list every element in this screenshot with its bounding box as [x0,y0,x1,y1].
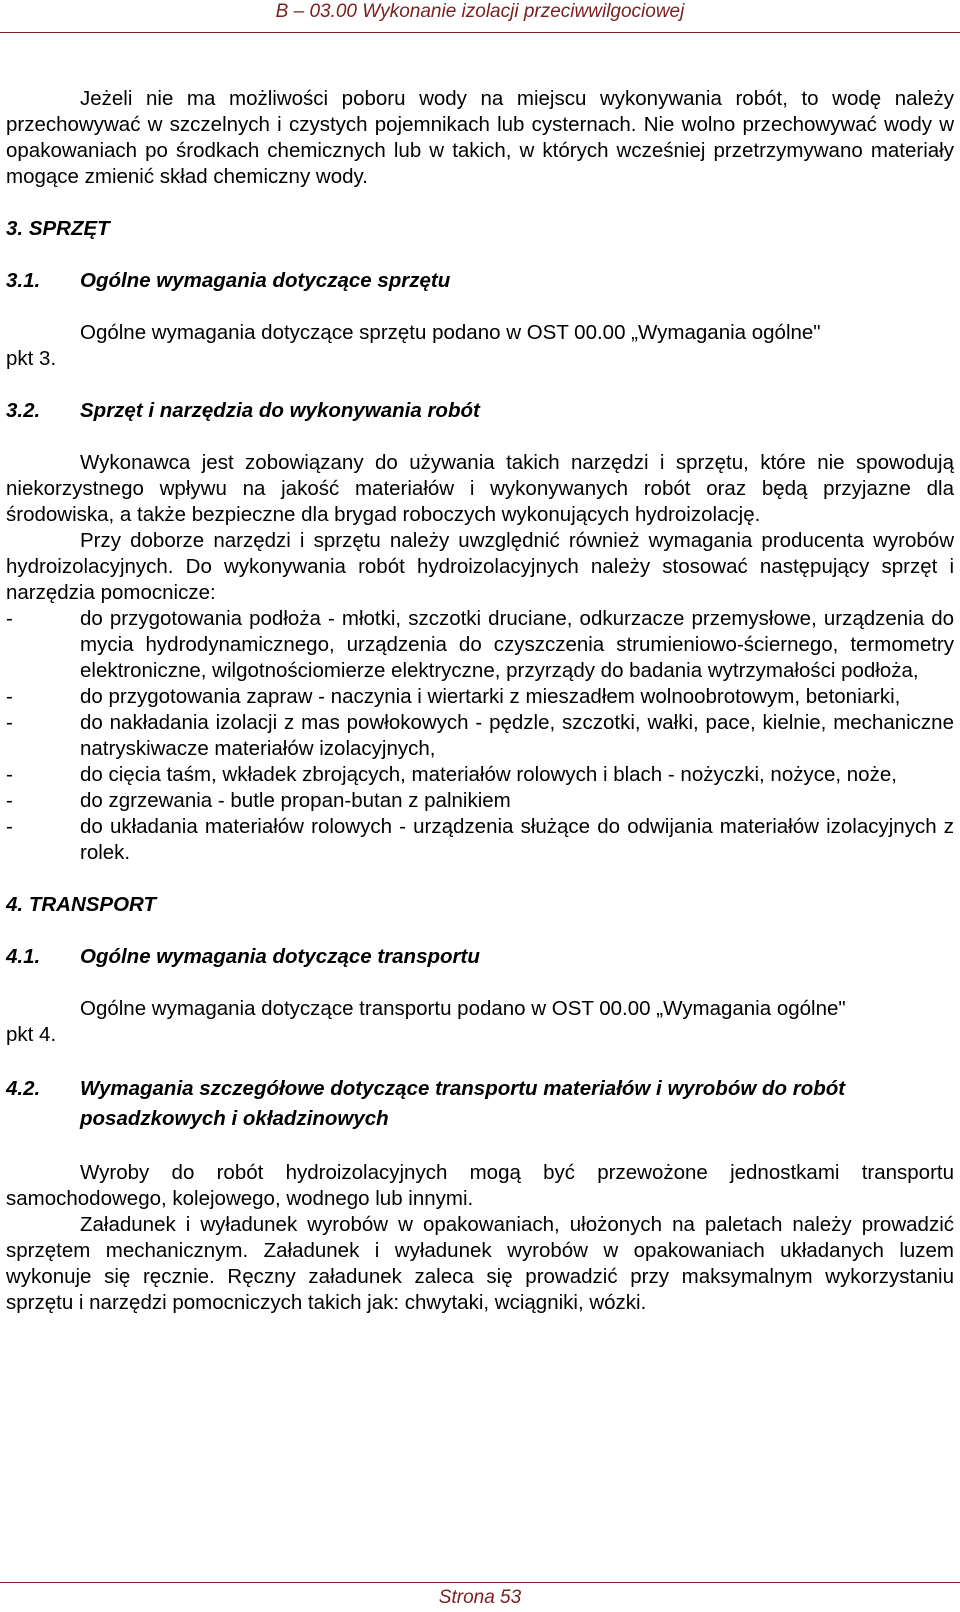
section-4-heading [6,892,954,918]
section-3-1-tail: pkt 3. [6,347,57,370]
list-dash: - [6,815,13,838]
equipment-list [6,606,954,866]
list-item [6,684,954,710]
list-dash: - [6,607,13,630]
section-3-title: SPRZĘT [28,217,110,240]
section-4-2-number: 4.2. [6,1077,41,1100]
list-item-text: do cięcia taśm, wkładek zbrojących, materiałów rolowych i blach - nożyczki, nożyce, noże, [80,763,897,786]
list-item-text: do przygotowania zapraw - naczynia i wiertarki z mieszadłem wolnoobrotowym, betoniarki, [80,685,901,708]
section-3-number: 3. [6,217,24,240]
section-4-1-tail: pkt 4. [6,1023,57,1046]
section-3-1-heading [6,268,954,294]
list-dash: - [6,685,13,708]
list-item [6,710,954,762]
page-header: B – 03.00 Wykonanie izolacji przeciwwilgociowej [275,1,685,22]
list-item [6,814,954,866]
section-3-heading [6,216,954,242]
list-dash: - [6,789,13,812]
section-3-1-text: Ogólne wymagania dotyczące sprzętu podano w OST 00.00 „Wymagania ogólne" [80,321,821,344]
section-3-1-title: Ogólne wymagania dotyczące sprzętu [80,269,451,292]
section-4-2-heading [6,1074,954,1134]
footer-rule [0,1582,960,1583]
section-4-1-number: 4.1. [6,945,41,968]
page-number: Strona 53 [438,1587,522,1608]
list-item [6,606,954,684]
list-item-text: do nakładania izolacji z mas powłokowych - pędzle, szczotki, wałki, pace, kielnie, mechaniczne natryskiwacze materiałów izolacyjnych, [80,711,954,760]
document-body [6,86,954,1316]
list-dash: - [6,763,13,786]
section-3-2-paragraph-1: Wykonawca jest zobowiązany do używania takich narzędzi i sprzętu, które nie spowodują niekorzystnego wpływu na jakość materiałów i wykonywanych robót oraz będą przyjazne dla środowiska, a także bezpieczne dla brygad roboczych wykonujących hydroizolację. [6,451,954,526]
section-4-title: TRANSPORT [28,893,156,916]
section-3-2-heading [6,398,954,424]
list-item [6,788,954,814]
list-dash: - [6,711,13,734]
section-4-2-paragraph-1: Wyroby do robót hydroizolacyjnych mogą być przewożone jednostkami transportu samochodowego, kolejowego, wodnego lub innymi. [6,1161,954,1210]
list-item-text: do układania materiałów rolowych - urządzenia służące do odwijania materiałów izolacyjnych z rolek. [80,815,954,864]
section-4-1-heading [6,944,954,970]
list-item [6,762,954,788]
list-item-text: do przygotowania podłoża - młotki, szczotki druciane, odkurzacze przemysłowe, urządzenia do mycia hydrodynamicznego, urządzenia do czyszczenia strumieniowo-ściernego, termometry elektroniczne, wilgotnościomierze elektryczne, przyrządy do badania wytrzymałości podłoża, [80,607,954,682]
section-4-number: 4. [6,893,24,916]
section-4-2-title: Wymagania szczegółowe dotyczące transportu materiałów i wyrobów do robót posadzkowych i okładzinowych [80,1077,846,1130]
section-3-1-number: 3.1. [6,269,41,292]
list-item-text: do zgrzewania - butle propan-butan z palnikiem [80,789,511,812]
section-3-2-title: Sprzęt i narzędzia do wykonywania robót [80,399,480,422]
section-4-2-paragraph-2: Załadunek i wyładunek wyrobów w opakowaniach, ułożonych na paletach należy prowadzić sprzętem mechanicznym. Załadunek i wyładunek wyrobów w opakowaniach układanych luzem wykonuje się ręcznie. Ręczny załadunek zaleca się prowadzić przy maksymalnym wykorzystaniu sprzętu i narzędzi pomocniczych takich jak: chwytaki, wciągniki, wózki. [6,1213,954,1314]
section-3-2-number: 3.2. [6,399,41,422]
section-4-1-text: Ogólne wymagania dotyczące transportu podano w OST 00.00 „Wymagania ogólne" [80,997,846,1020]
section-4-1-title: Ogólne wymagania dotyczące transportu [80,945,480,968]
section-3-2-paragraph-2: Przy doborze narzędzi i sprzętu należy uwzględnić również wymagania producenta wyrobów hydroizolacyjnych. Do wykonywania robót hydroizolacyjnych należy stosować następujący sprzęt i narzędzia pomocnicze: [6,529,954,604]
header-rule [0,32,960,33]
intro-paragraph: Jeżeli nie ma możliwości poboru wody na miejscu wykonywania robót, to wodę należy przechowywać w szczelnych i czystych pojemnikach lub cysternach. Nie wolno przechowywać wody w opakowaniach po środkach chemicznych lub w takich, w których wcześniej przetrzymywano materiały mogące zmienić skład chemiczny wody. [6,87,954,188]
